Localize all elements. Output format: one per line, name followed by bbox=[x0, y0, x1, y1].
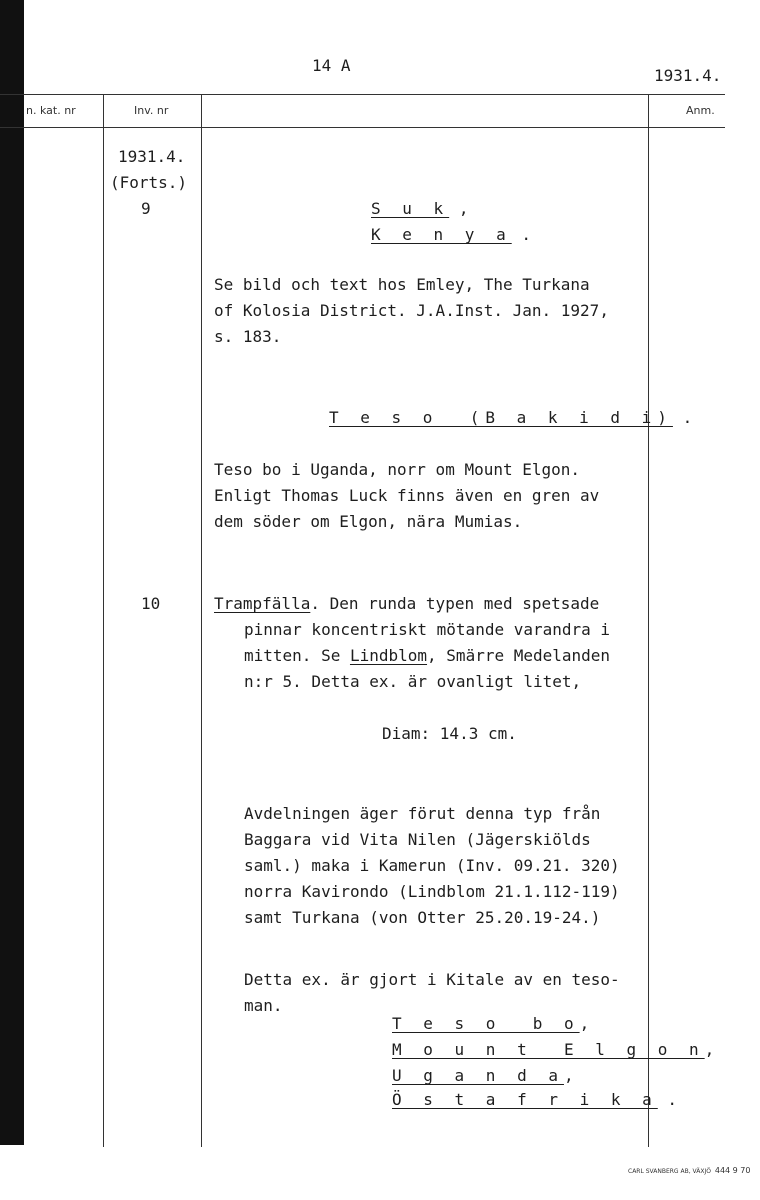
provenance-teso-bo: T e s o b o bbox=[392, 1014, 580, 1033]
entry9-country: K e n y a bbox=[371, 225, 512, 244]
teso-line: dem söder om Elgon, nära Mumias. bbox=[214, 512, 523, 531]
teso-line: Enligt Thomas Luck finns även en gren av bbox=[214, 486, 600, 505]
header-bottom-rule bbox=[0, 127, 725, 128]
para2-line: samt Turkana (von Otter 25.20.19-24.) bbox=[244, 908, 601, 927]
provenance-mount-elgon: M o u n t E l g o n bbox=[392, 1040, 705, 1059]
entry10-line1-rest: . Den runda typen med spetsade bbox=[310, 594, 600, 613]
entry10-line4: n:r 5. Detta ex. är ovanligt litet, bbox=[244, 672, 582, 691]
entry9-people-punct: , bbox=[458, 199, 469, 218]
para3-line: man. bbox=[244, 996, 283, 1015]
year-reference: 1931.4. bbox=[654, 66, 722, 85]
inv-forts: (Forts.) bbox=[110, 173, 188, 192]
entry9-line: s. 183. bbox=[214, 327, 282, 346]
entry10-line3-post: , Smärre Medelanden bbox=[427, 646, 611, 665]
inv-number-10: 10 bbox=[141, 594, 161, 613]
entry10-lindblom-ref: Lindblom bbox=[349, 646, 428, 665]
entry10-title: Trampfälla bbox=[214, 594, 311, 613]
provenance-punct: . bbox=[667, 1090, 678, 1109]
para2-line: saml.) maka i Kamerun (Inv. 09.21. 320) bbox=[244, 856, 620, 875]
form-number: 444 9 70 bbox=[714, 1166, 751, 1175]
column-header-kat: n. kat. nr bbox=[26, 104, 76, 117]
entry10-diameter: Diam: 14.3 cm. bbox=[382, 724, 517, 743]
teso-heading-punct: . bbox=[682, 408, 693, 427]
entry10-line1 bbox=[214, 591, 599, 617]
provenance-punct: , bbox=[704, 1040, 715, 1059]
provenance-ostafrika: Ö s t a f r i k a bbox=[392, 1090, 658, 1109]
printer-name: CARL SVANBERG AB, VÄXJÖ bbox=[628, 1168, 711, 1175]
printer-imprint bbox=[628, 1166, 750, 1175]
entry9-country-punct: . bbox=[521, 225, 531, 244]
header-top-rule bbox=[0, 94, 725, 95]
entry9-people-heading bbox=[371, 196, 468, 222]
provenance-line3 bbox=[392, 1063, 574, 1089]
entry9-text bbox=[214, 272, 609, 350]
provenance-uganda: U g a n d a bbox=[392, 1066, 564, 1085]
entry10-line3 bbox=[244, 643, 610, 669]
column-rule-1 bbox=[103, 95, 104, 1147]
para2-line: Avdelningen äger förut denna typ från bbox=[244, 804, 601, 823]
entry10-line2: pinnar koncentriskt mötande varandra i bbox=[244, 620, 611, 639]
entry9-people: S u k bbox=[371, 199, 450, 218]
entry9-line: Se bild och text hos Emley, The Turkana bbox=[214, 275, 590, 294]
teso-heading: T e s o (B a k i d i) bbox=[329, 408, 673, 427]
scan-edge bbox=[0, 0, 24, 1145]
para2-line: Baggara vid Vita Nilen (Jägerskiölds bbox=[244, 830, 591, 849]
para2-line: norra Kavirondo (Lindblom 21.1.112-119) bbox=[244, 882, 620, 901]
teso-line: Teso bo i Uganda, norr om Mount Elgon. bbox=[214, 460, 581, 479]
column-rule-2 bbox=[201, 95, 202, 1147]
entry10-paragraph2 bbox=[244, 801, 620, 931]
provenance-line4 bbox=[392, 1087, 677, 1113]
teso-text bbox=[214, 457, 599, 535]
entry10-line3-pre: mitten. Se bbox=[244, 646, 350, 665]
provenance-line1 bbox=[392, 1011, 589, 1037]
entry9-country-heading bbox=[371, 222, 531, 248]
inv-year: 1931.4. bbox=[118, 147, 186, 166]
inv-number-9: 9 bbox=[141, 199, 151, 218]
teso-heading-row bbox=[329, 405, 692, 431]
column-rule-3 bbox=[648, 95, 649, 1147]
entry9-line: of Kolosia District. J.A.Inst. Jan. 1927, bbox=[214, 301, 609, 320]
column-header-anm: Anm. bbox=[686, 104, 715, 117]
provenance-punct: , bbox=[579, 1014, 590, 1033]
column-header-inv: Inv. nr bbox=[134, 104, 169, 117]
para3-line: Detta ex. är gjort i Kitale av en teso- bbox=[244, 970, 620, 989]
page-number: 14 A bbox=[312, 56, 351, 75]
provenance-line2 bbox=[392, 1037, 714, 1063]
provenance-punct: , bbox=[563, 1066, 574, 1085]
